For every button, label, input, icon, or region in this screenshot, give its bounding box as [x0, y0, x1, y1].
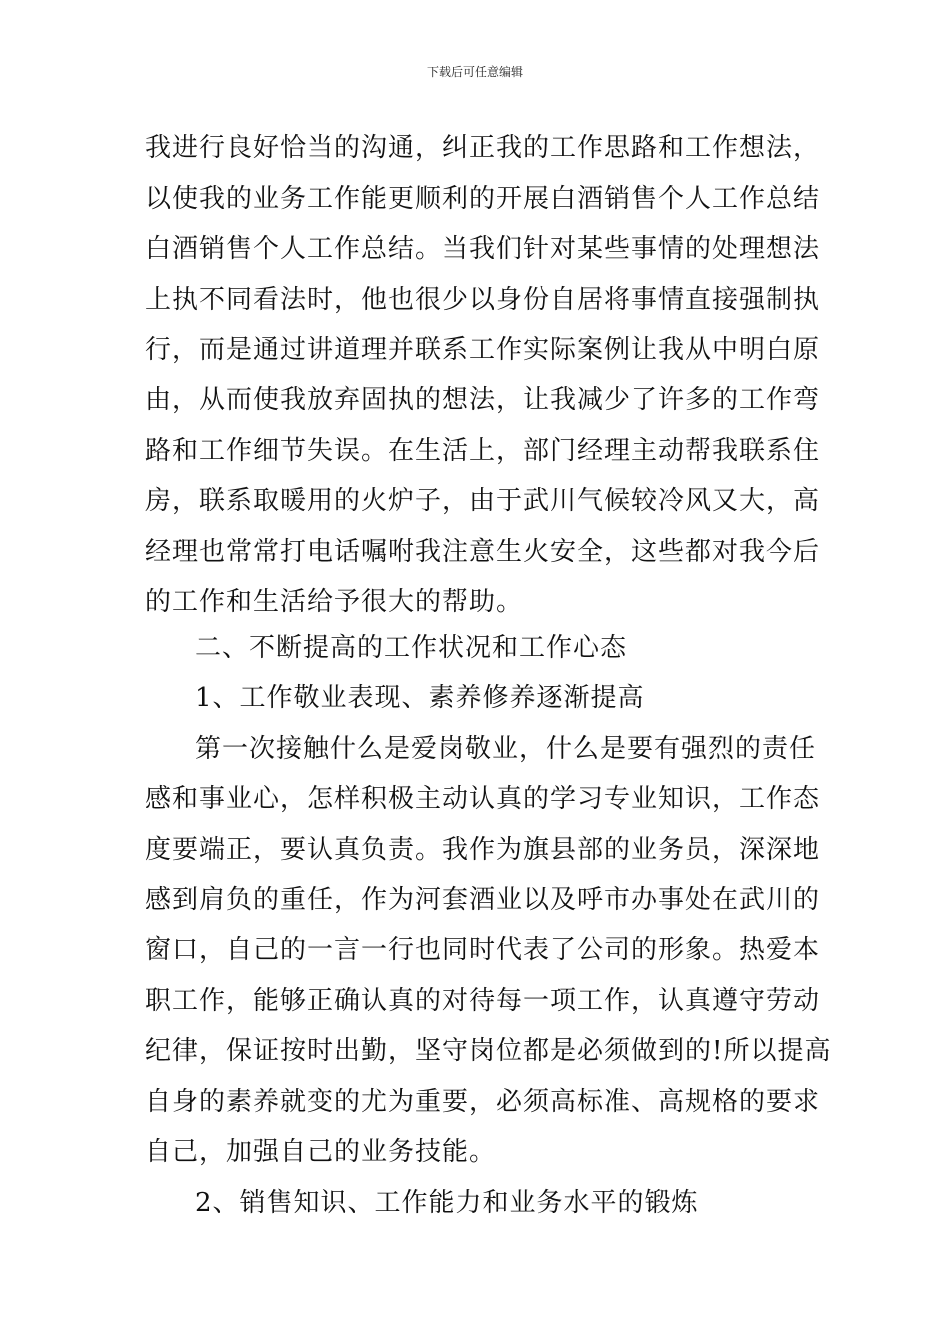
body-line: 自己，加强自己的业务技能。 [145, 1137, 497, 1167]
body-line: 窗口，自己的一言一行也同时代表了公司的形象。热爱本 [145, 935, 821, 965]
page-header: 下载后可任意编辑 [426, 65, 523, 79]
body-line: 路和工作细节失误。在生活上，部门经理主动帮我联系住 [145, 436, 821, 466]
body-line: 的工作和生活给予很大的帮助。 [145, 587, 524, 617]
body-line: 职工作，能够正确认真的对待每一项工作，认真遵守劳动 [145, 986, 821, 1016]
body-line: 度要端正，要认真负责。我作为旗县部的业务员，深深地 [145, 835, 821, 865]
body-line: 第一次接触什么是爱岗敬业，什么是要有强烈的责任 [195, 734, 817, 764]
subsection-heading: 1、工作敬业表现、素养修养逐渐提高 [195, 683, 645, 713]
body-line: 白酒销售个人工作总结。当我们针对某些事情的处理想法 [145, 234, 821, 264]
body-line: 房，联系取暖用的火炉子，由于武川气候较冷风又大，高 [145, 486, 821, 516]
body-line: 经理也常常打电话嘱咐我注意生火安全，这些都对我今后 [145, 537, 821, 567]
body-line: 以使我的业务工作能更顺利的开展白酒销售个人工作总结 [145, 184, 821, 214]
subsection-heading: 2、销售知识、工作能力和业务水平的锻炼 [195, 1188, 699, 1218]
body-line: 行，而是通过讲道理并联系工作实际案例让我从中明白原 [145, 335, 821, 365]
body-line: 感和事业心，怎样积极主动认真的学习专业知识，工作态 [145, 784, 821, 814]
body-line: 感到肩负的重任，作为河套酒业以及呼市办事处在武川的 [145, 885, 821, 915]
section-heading: 二、不断提高的工作状况和工作心态 [195, 633, 628, 663]
body-line: 由，从而使我放弃固执的想法，让我减少了许多的工作弯 [145, 385, 821, 415]
body-line: 我进行良好恰当的沟通，纠正我的工作思路和工作想法， [145, 133, 821, 163]
body-line: 上执不同看法时，他也很少以身份自居将事情直接强制执 [145, 285, 821, 315]
body-line: 自身的素养就变的尤为重要，必须高标准、高规格的要求 [145, 1087, 821, 1117]
body-line: 纪律，保证按时出勤，坚守岗位都是必须做到的!所以提高 [145, 1036, 832, 1066]
